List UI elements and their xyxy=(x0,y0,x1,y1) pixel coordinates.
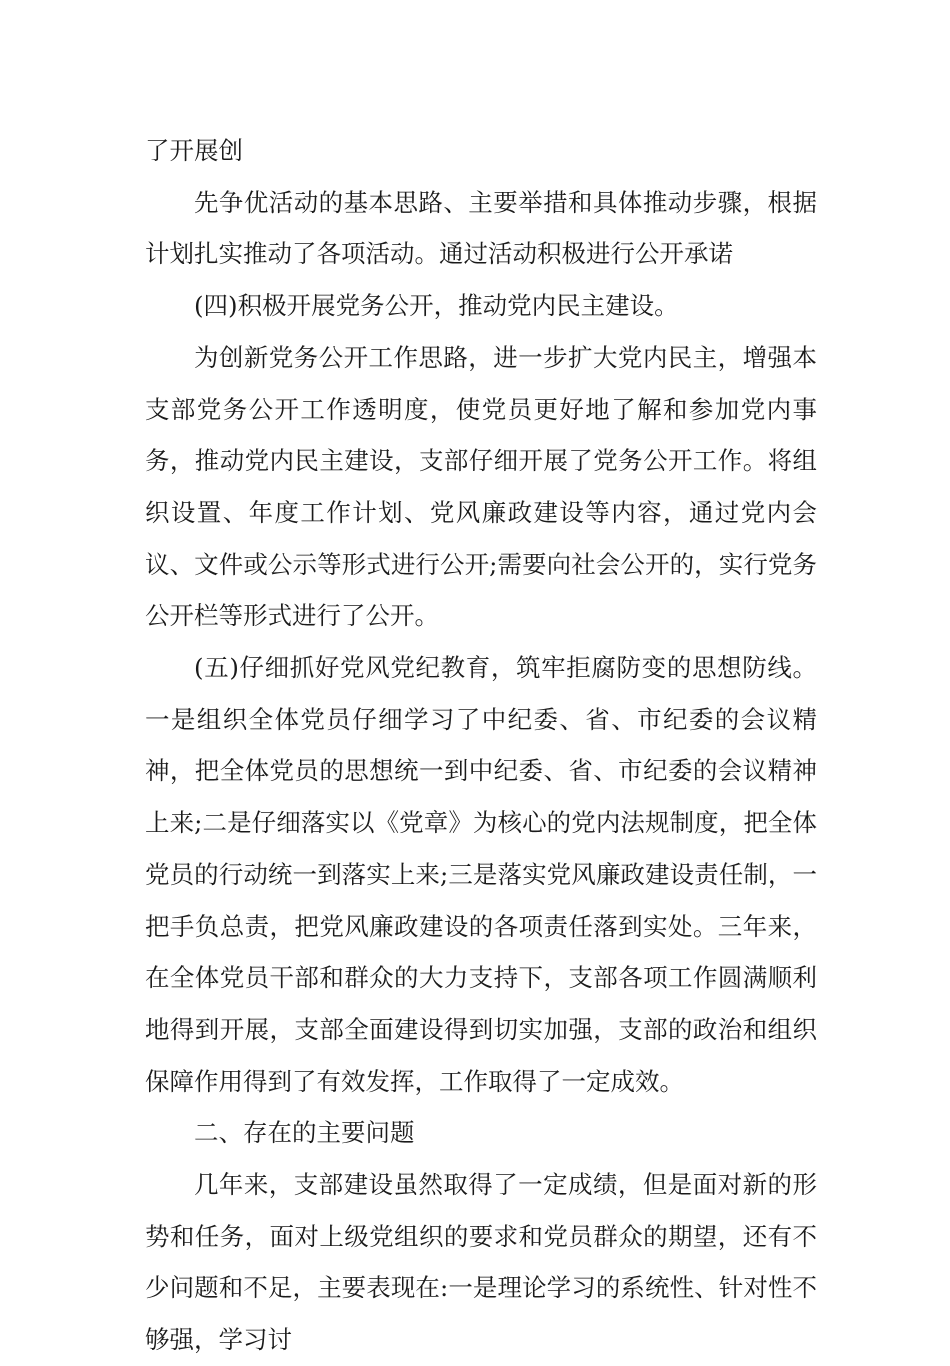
paragraph-activity-steps: 先争优活动的基本思路、主要举措和具体推动步骤，根据计划扎实推动了各项活动。通过活动积极进行公开承诺 xyxy=(145,187,817,269)
paragraph-problems: 几年来，支部建设虽然取得了一定成绩，但是面对新的形势和任务，面对上级党组织的要求和党员群众的期望，还有不少问题和不足，主要表现在:一是理论学习的系统性、针对性不够强，学习讨 xyxy=(145,1170,817,1355)
section-heading-4: (四)积极开展党务公开，推动党内民主建设。 xyxy=(194,291,679,321)
paragraph-discipline-education: (五)仔细抓好党风党纪教育，筑牢拒腐防变的思想防线。一是组织全体党员仔细学习了中纪委、省、市纪委的会议精神，把全体党员的思想统一到中纪委、省、市纪委的会议精神上来;二是仔细落实以《党章》为核心的党内法规制度，把全体党员的行动统一到落实上来;三是落实党风廉政建设责任制，一把手负总责，把党风廉政建设的各项责任落到实处。三年来，在全体党员干部和群众的大力支持下，支部各项工作圆满顺利地得到开展，支部全面建设得到切实加强，支部的政治和组织保障作用得到了有效发挥，工作取得了一定成效。 xyxy=(145,653,817,1096)
paragraph-continuation: 了开展创 xyxy=(145,136,243,165)
document-body xyxy=(145,125,817,1366)
paragraph-party-affairs-openness: 为创新党务公开工作思路，进一步扩大党内民主，增强本支部党务公开工作透明度，使党员更好地了解和参加党内事务，推动党内民主建设，支部仔细开展了党务公开工作。将组织设置、年度工作计划、党风廉政建设等内容，通过党内会议、文件或公示等形式进行公开;需要向社会公开的，实行党务公开栏等形式进行了公开。 xyxy=(145,342,817,631)
section-heading-problems: 二、存在的主要问题 xyxy=(194,1118,415,1148)
